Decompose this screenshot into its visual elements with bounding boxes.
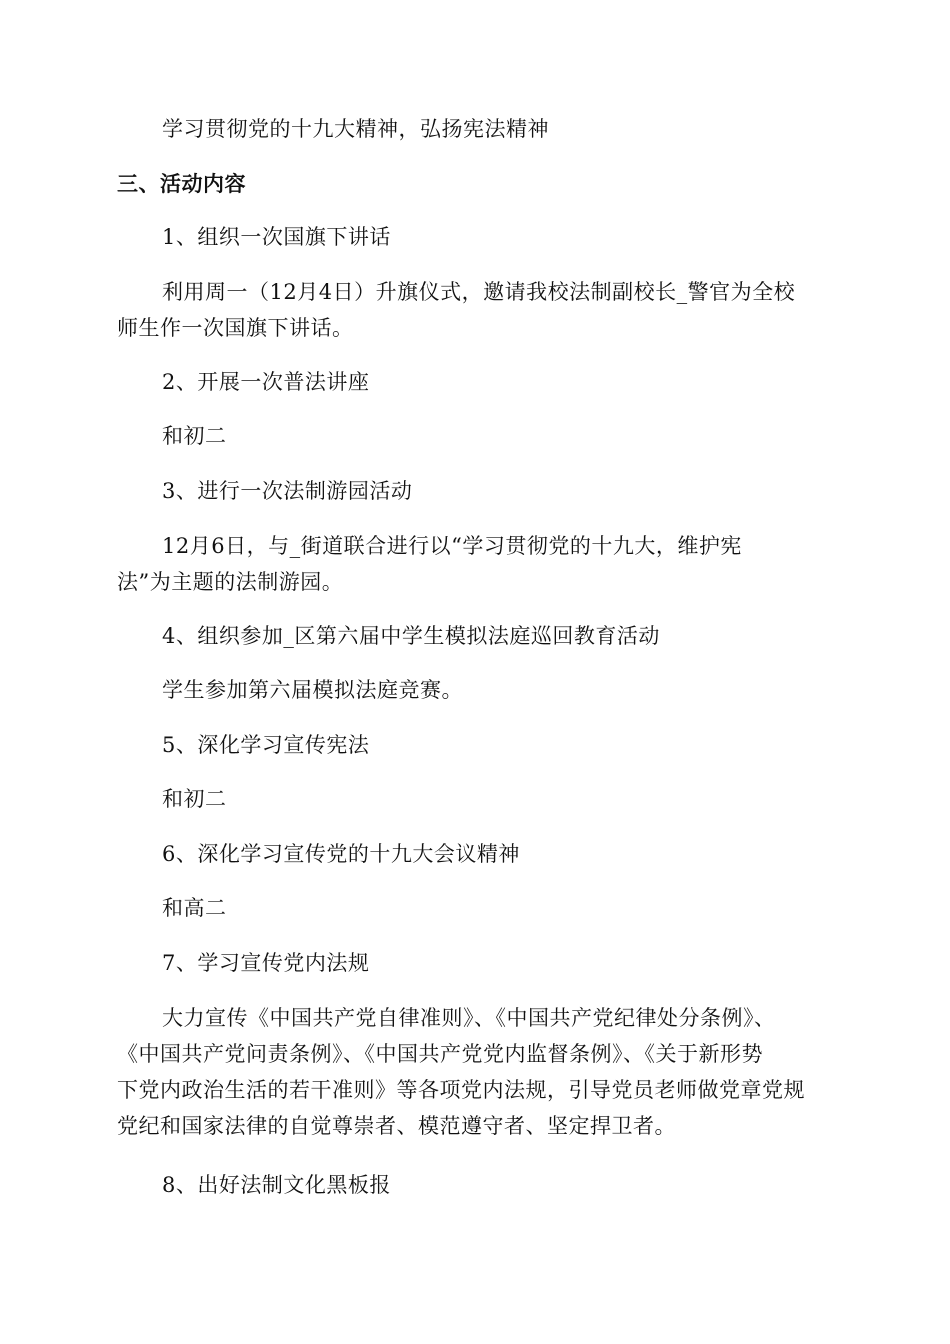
section-heading-activities: 三、活动内容: [117, 171, 246, 196]
item-1-body-line-1: 利用周一（12月4日）升旗仪式，邀请我校法制副校长_警官为全校: [162, 280, 796, 304]
item-2-body: 和初二: [162, 424, 227, 448]
item-3-title: 3、进行一次法制游园活动: [162, 479, 413, 503]
item-7-body-line-2: 《中国共产党问责条例》、《中国共产党党内监督条例》、《关于新形势: [117, 1042, 763, 1066]
item-7-body: [117, 1000, 805, 1144]
intro-line: 学习贯彻党的十九大精神，弘扬宪法精神: [162, 117, 549, 141]
item-2-title: 2、开展一次普法讲座: [162, 370, 370, 394]
item-3-body-line-2: 法”为主题的法制游园。: [117, 570, 344, 594]
item-4-body: 学生参加第六届模拟法庭竞赛。: [162, 678, 463, 702]
item-7-body-line-3: 下党内政治生活的若干准则》等各项党内法规，引导党员老师做党章党规: [117, 1078, 805, 1102]
item-3-body-line-1: 12月6日，与_街道联合进行以“学习贯彻党的十九大，维护宪: [162, 534, 742, 558]
item-5-title: 5、深化学习宣传宪法: [162, 733, 370, 757]
item-7-body-line-1: 大力宣传《中国共产党自律准则》、《中国共产党纪律处分条例》、: [162, 1006, 776, 1030]
item-5-body: 和初二: [162, 787, 227, 811]
item-6-body: 和高二: [162, 896, 227, 920]
item-1-body: [117, 274, 795, 346]
item-8-title: 8、出好法制文化黑板报: [162, 1173, 391, 1197]
item-7-body-line-4: 党纪和国家法律的自觉尊崇者、模范遵守者、坚定捍卫者。: [117, 1114, 676, 1138]
item-7-title: 7、学习宣传党内法规: [162, 951, 370, 975]
item-1-title: 1、组织一次国旗下讲话: [162, 225, 391, 249]
item-4-title: 4、组织参加_区第六届中学生模拟法庭巡回教育活动: [162, 624, 660, 648]
item-3-body: [117, 528, 742, 600]
item-6-title: 6、深化学习宣传党的十九大会议精神: [162, 842, 520, 866]
item-1-body-line-2: 师生作一次国旗下讲话。: [117, 316, 354, 340]
